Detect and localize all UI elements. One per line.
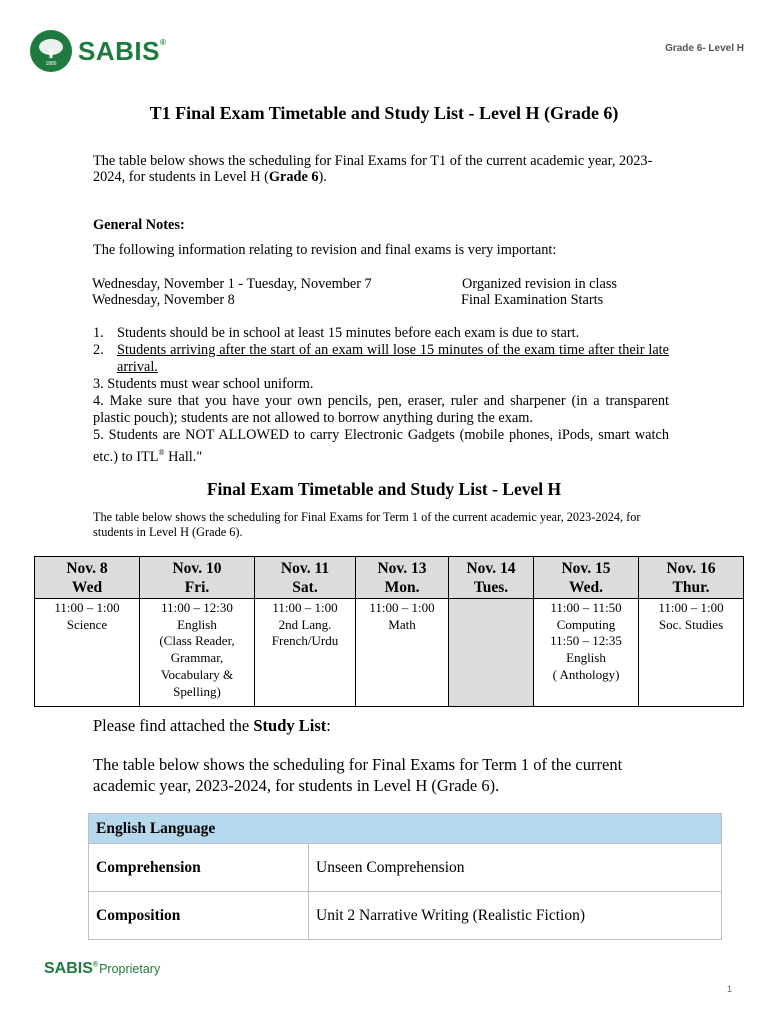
study-content: Unseen Comprehension bbox=[309, 844, 722, 892]
exam-cell: 11:00 – 1:00 Science bbox=[35, 599, 140, 707]
exam-cell: 11:00 – 1:00 Math bbox=[356, 599, 449, 707]
day-header: Nov. 15 Wed. bbox=[534, 557, 639, 599]
timetable-intro: The table below shows the scheduling for Final Exams for Term 1 of the current academic year, 2023-2024, for students in Level H (Grade 6). bbox=[93, 510, 641, 539]
rule-item: 1. Students should be in school at least 15 minutes before each exam is due to start. bbox=[93, 325, 580, 341]
day-header: Nov. 8 Wed bbox=[35, 557, 140, 599]
timetable-title: Final Exam Timetable and Study List - Level H bbox=[206, 479, 562, 499]
tree-logo-icon bbox=[30, 30, 72, 72]
day-header: Nov. 11 Sat. bbox=[255, 557, 356, 599]
intro-paragraph: The table below shows the scheduling for Final Exams for T1 of the current academic year, 2023-2024, for students in Level H (Grade 6). bbox=[93, 153, 653, 185]
exam-cell: 11:00 – 11:50 Computing 11:50 – 12:35 English ( Anthology) bbox=[534, 599, 639, 707]
exam-rules bbox=[93, 325, 669, 466]
page-title: T1 Final Exam Timetable and Study List - Level H (Grade 6) bbox=[149, 103, 619, 123]
footer-logo: SABIS®Proprietary bbox=[44, 960, 161, 977]
study-row bbox=[89, 892, 722, 940]
date-activity: Final Examination Starts bbox=[461, 292, 604, 308]
study-list-description: The table below shows the scheduling for Final Exams for Term 1 of the current academic year, 2023-2024, for students in Level H (Grade 6). bbox=[93, 755, 623, 795]
exam-start-row bbox=[92, 292, 652, 308]
timetable-header-row bbox=[35, 557, 744, 599]
study-list-table bbox=[88, 813, 722, 940]
timetable-body-row bbox=[35, 599, 744, 707]
rule-item: 4. Make sure that you have your own pencils, pen, eraser, ruler and sharpener (in a transparent plastic pouch); students are not allowed to borrow anything during the exam. bbox=[93, 393, 669, 426]
exam-cell: 11:00 – 1:00 Soc. Studies bbox=[639, 599, 744, 707]
revision-date-row bbox=[92, 276, 652, 292]
date-activity: Organized revision in class bbox=[462, 276, 617, 292]
grade-tag: Grade 6- Level H bbox=[665, 43, 744, 54]
day-header: Nov. 10 Fri. bbox=[140, 557, 255, 599]
study-row bbox=[89, 844, 722, 892]
logo-wordmark: SABIS® bbox=[78, 35, 167, 66]
rule-item: 3. Students must wear school uniform. bbox=[93, 376, 314, 392]
rule-item: 2. Students arriving after the start of an exam will lose 15 minutes of the exam time after their late arrival. bbox=[93, 342, 669, 375]
study-content: Unit 2 Narrative Writing (Realistic Fiction) bbox=[309, 892, 722, 940]
day-header: Nov. 13 Mon. bbox=[356, 557, 449, 599]
study-section-row bbox=[89, 814, 722, 844]
exam-cell: 11:00 – 1:00 2nd Lang. French/Urdu bbox=[255, 599, 356, 707]
general-notes-heading: General Notes: bbox=[93, 217, 185, 233]
day-header: Nov. 16 Thur. bbox=[639, 557, 744, 599]
study-topic: Composition bbox=[89, 892, 309, 940]
logo-year: 1886 bbox=[45, 61, 57, 67]
rule-item: 5. Students are NOT ALLOWED to carry Electronic Gadgets (mobile phones, iPods, smart watch etc.) to ITL® Hall." bbox=[93, 427, 669, 465]
study-section-title: English Language bbox=[89, 814, 722, 844]
no-exam-cell bbox=[449, 599, 534, 707]
date-range: Wednesday, November 1 - Tuesday, November 7 bbox=[92, 276, 372, 292]
exam-timetable bbox=[34, 556, 744, 707]
study-topic: Comprehension bbox=[89, 844, 309, 892]
exam-cell: 11:00 – 12:30 English (Class Reader, Grammar, Vocabulary & Spelling) bbox=[140, 599, 255, 707]
date-range: Wednesday, November 8 bbox=[92, 292, 235, 308]
sabis-logo bbox=[30, 30, 166, 72]
study-list-intro: Please find attached the Study List: bbox=[93, 716, 331, 735]
day-header: Nov. 14 Tues. bbox=[449, 557, 534, 599]
page-number: 1 bbox=[726, 984, 732, 994]
general-notes-intro: The following information relating to revision and final exams is very important: bbox=[93, 242, 557, 258]
